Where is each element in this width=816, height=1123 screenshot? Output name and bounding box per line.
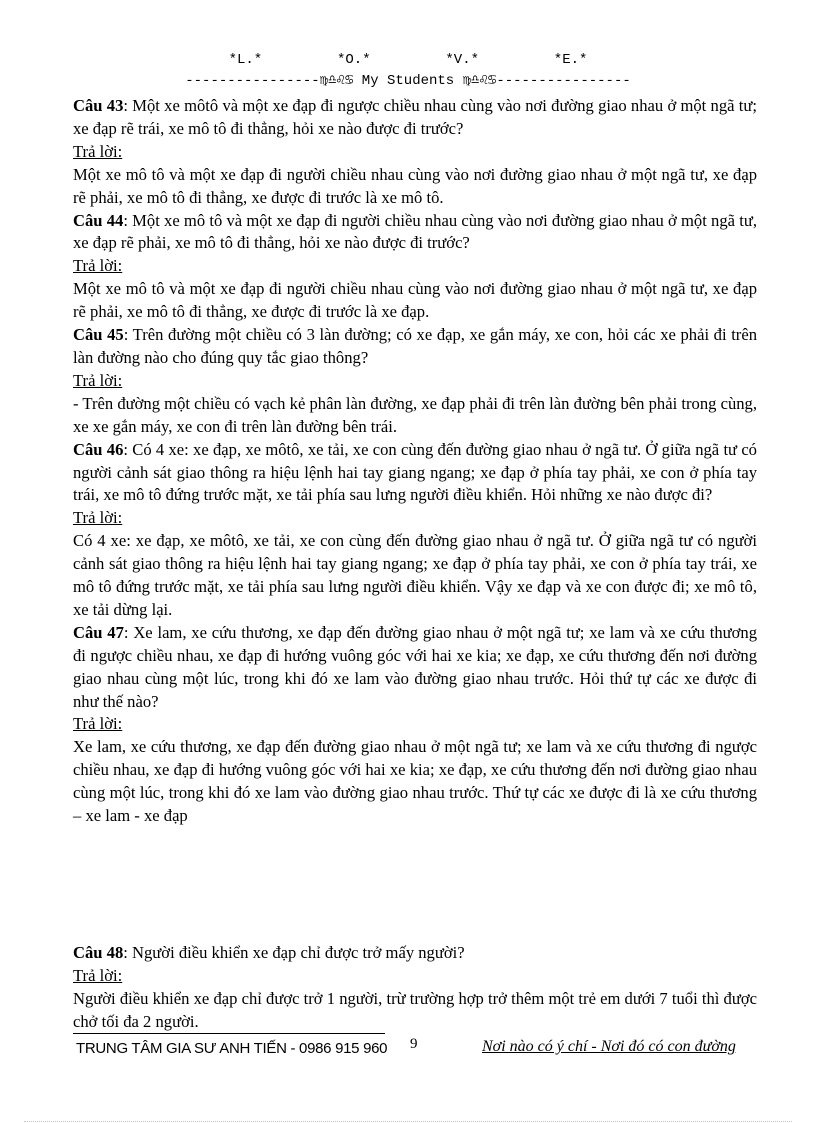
question-text: : Một xe môtô và một xe đạp đi ngược chiều nhau cùng vào nơi đường giao nhau ở một ngã tư; xe đạp rẽ trái, xe mô tô đi thẳng, hỏi xe nào được đi trước? bbox=[73, 96, 757, 138]
question bbox=[73, 622, 757, 714]
question-text: : Có 4 xe: xe đạp, xe môtô, xe tải, xe con cùng đến đường giao nhau ở ngã tư. Ở giữa ngã tư có người cảnh sát giao thông ra hiệu lệnh hai tay giang ngang; xe đạp ở phía tay phải, xe con ở phía tay trái, xe mô tô đứng trước mặt, xe tải phía sau lưng người điều khiển. Hỏi những xe nào được đi? bbox=[73, 439, 757, 505]
blank-space bbox=[73, 828, 757, 942]
answer-text: Xe lam, xe cứu thương, xe đạp đến đường giao nhau ở một ngã tư; xe lam và xe cứu thương đi ngược chiều nhau, xe đạp đi hướng vuông góc với hai xe kia; xe đạp, xe cứu thương đến nơi đường giao nhau cùng một lúc, trong khi đó xe lam vào đường giao nhau trước. Thứ tự các xe được đi là xe cứu thương – xe lam - xe đạp bbox=[73, 737, 757, 826]
question bbox=[73, 942, 757, 965]
question bbox=[73, 95, 757, 141]
footer-motto: Nơi nào có ý chí - Nơi đó có con đường bbox=[482, 1038, 736, 1055]
question-text: : Một xe mô tô và một xe đạp đi người chiều nhau cùng vào nơi đường giao nhau ở một ngã tư, xe đạp rẽ phải, xe mô tô đi thẳng, hỏi xe nào được đi trước? bbox=[73, 210, 757, 253]
answer-text: Có 4 xe: xe đạp, xe môtô, xe tải, xe con cùng đến đường giao nhau ở ngã tư. Ở giữa ngã tư có người cảnh sát giao thông ra hiệu lệnh hai tay giang ngang; xe đạp ở phía tay phải, xe con ở phía tay trái, xe mô tô đứng trước mặt, xe tải phía sau lưng người điều khiển. Vậy xe đạp và xe con được đi; xe mô tô, xe tải dừng lại. bbox=[73, 531, 757, 619]
header-letter: *V.* bbox=[445, 52, 479, 68]
answer-label: Trả lời: bbox=[73, 508, 123, 528]
document-body bbox=[73, 95, 757, 1034]
footer-center-info: TRUNG TÂM GIA SƯ ANH TIẾN - 0986 915 960 bbox=[76, 1040, 388, 1057]
answer-text: - Trên đường một chiều có vạch kẻ phân làn đường, xe đạp phải đi trên làn đường bên phải trong cùng, xe xe gắn máy, xe con đi trên làn đường bên trái. bbox=[73, 393, 757, 436]
answer-label: Trả lời: bbox=[73, 141, 123, 161]
question-label: Câu 48 bbox=[73, 943, 124, 962]
answer-label: Trả lời: bbox=[73, 370, 123, 390]
page-number: 9 bbox=[410, 1036, 418, 1052]
answer-label: Trả lời: bbox=[73, 256, 123, 276]
question-text: : Trên đường một chiều có 3 làn đường; có xe đạp, xe gắn máy, xe con, hỏi các xe phải đi trên làn đường nào cho đúng quy tắc giao thông? bbox=[73, 325, 757, 367]
answer-text: Người điều khiển xe đạp chỉ được trở 1 người, trừ trường hợp trở thêm một trẻ em dưới 7 tuổi thì được chở tối đa 2 người. bbox=[73, 988, 757, 1031]
header-letters bbox=[0, 52, 816, 70]
question-text: : Xe lam, xe cứu thương, xe đạp đến đường giao nhau ở một ngã tư; xe lam và xe cứu thương đi ngược chiều nhau, xe đạp đi hướng vuông góc với hai xe kia; xe đạp, xe cứu thương đến nơi đường giao nhau cùng một lúc, trong khi đó xe lam vào đường giao nhau trước. Hỏi thứ tự các xe được đi như thế nào? bbox=[73, 622, 757, 711]
question-label: Câu 44 bbox=[73, 210, 124, 230]
question-label: Câu 47 bbox=[73, 622, 124, 642]
question-text: : Người điều khiển xe đạp chỉ được trở mấy người? bbox=[123, 943, 465, 962]
question bbox=[73, 324, 757, 370]
answer-label: Trả lời: bbox=[73, 714, 123, 734]
header-letter: *L.* bbox=[228, 52, 263, 68]
question-label: Câu 46 bbox=[73, 439, 124, 459]
header-rule: ----------------♍♎♌♋ My Students ♍♎♌♋---------------- bbox=[185, 73, 631, 89]
answer-text: Một xe mô tô và một xe đạp đi người chiều nhau cùng vào nơi đường giao nhau ở một ngã tư, xe đạp rẽ phải, xe mô tô đi thẳng, xe được đi trước là xe mô tô. bbox=[73, 164, 757, 207]
question-label: Câu 43 bbox=[73, 96, 124, 115]
header-letter: *E.* bbox=[553, 52, 588, 68]
page-edge-dotted-line bbox=[24, 1121, 792, 1122]
question-label: Câu 45 bbox=[73, 325, 124, 345]
question bbox=[73, 439, 757, 508]
answer-text: Một xe mô tô và một xe đạp đi người chiều nhau cùng vào nơi đường giao nhau ở một ngã tư, xe đạp rẽ phải, xe mô tô đi thẳng, xe được đi trước là xe đạp. bbox=[73, 279, 757, 322]
answer-label: Trả lời: bbox=[73, 965, 123, 985]
header-letter: *O.* bbox=[336, 52, 371, 68]
question bbox=[73, 210, 757, 256]
footer-divider bbox=[73, 1033, 385, 1034]
